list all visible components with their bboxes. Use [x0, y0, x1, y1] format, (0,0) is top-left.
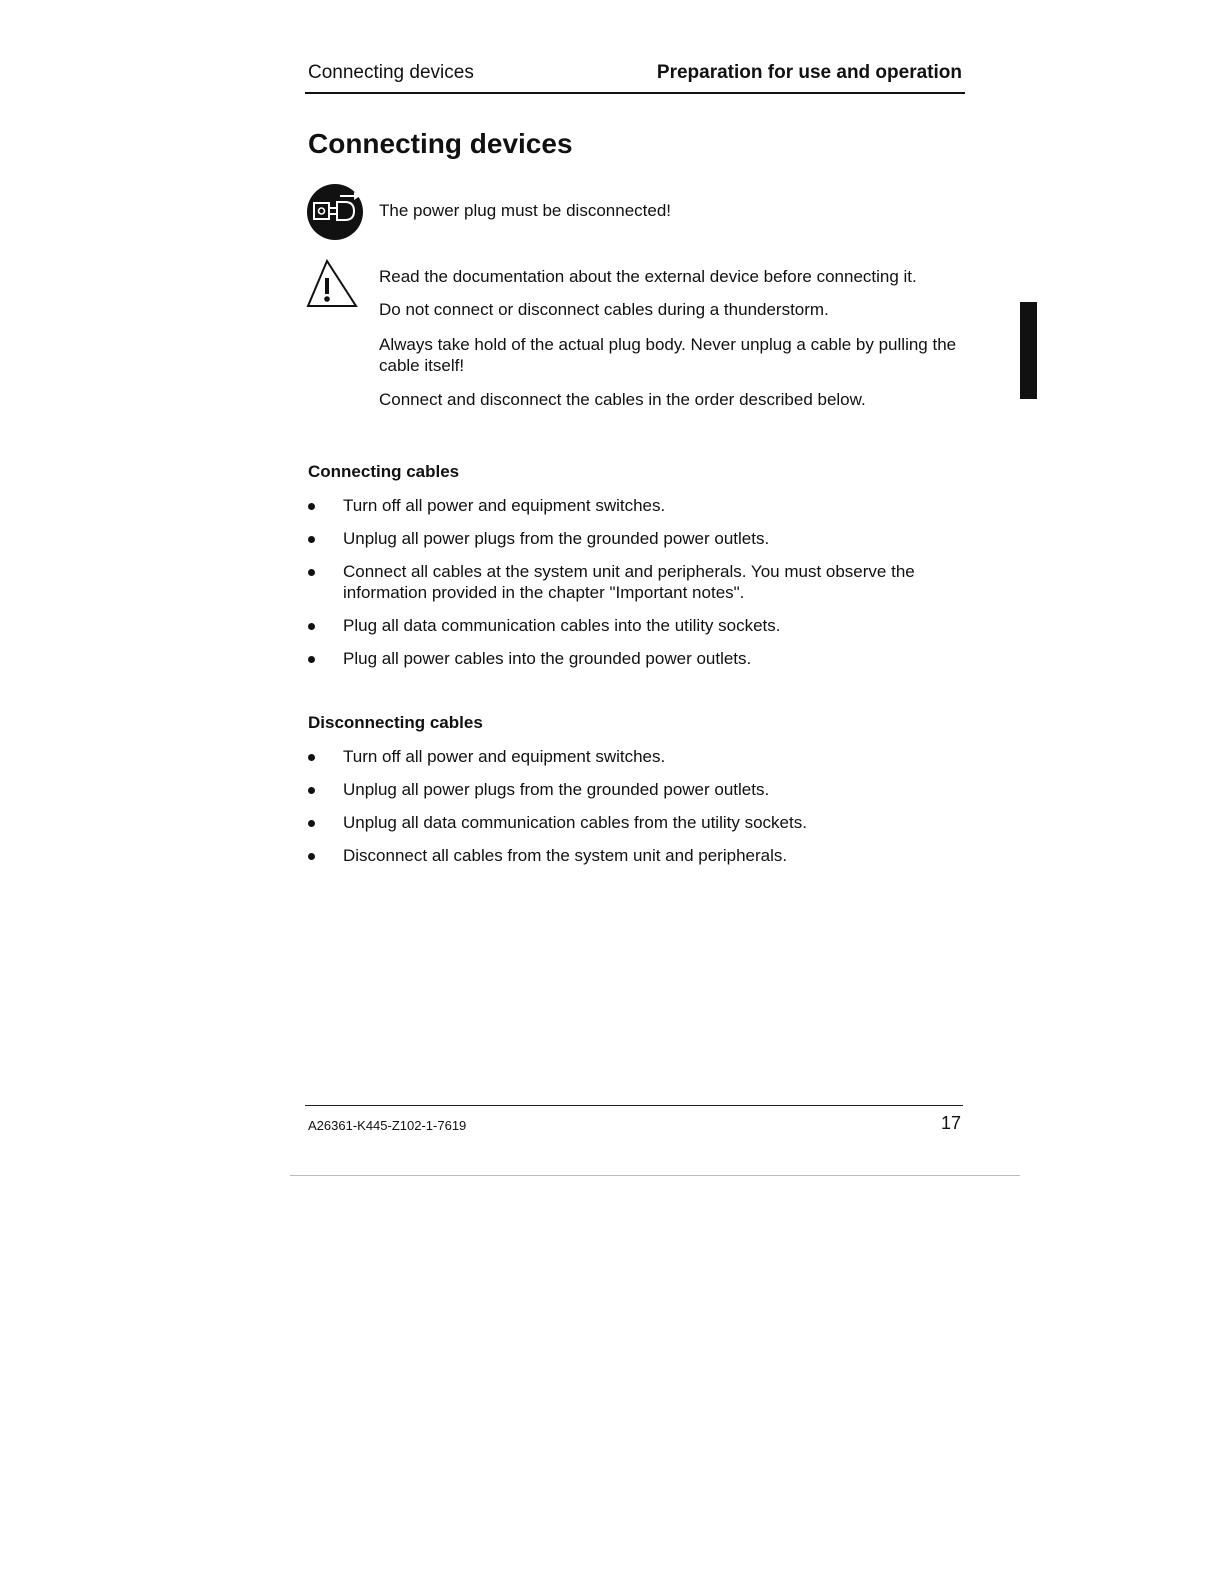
list-item: Plug all data communication cables into the utility sockets.: [305, 615, 965, 636]
bullet-icon: [308, 503, 315, 510]
warning-text-1: Read the documentation about the external device before connecting it.: [379, 267, 917, 286]
list-item: Connect all cables at the system unit and peripherals. You must observe the information provided in the chapter "Important notes".: [305, 561, 963, 603]
bullet-icon: [308, 754, 315, 761]
running-header-chapter: Preparation for use and operation: [656, 62, 962, 83]
disconnecting-cables-list: [305, 746, 965, 878]
bullet-icon: [308, 787, 315, 794]
running-header-section: Connecting devices: [308, 62, 474, 83]
bullet-icon: [308, 536, 315, 543]
chapter-thumb-tab: [1020, 302, 1037, 399]
list-item: Plug all power cables into the grounded power outlets.: [305, 648, 965, 669]
connecting-cables-list: [305, 495, 965, 681]
bullet-icon: [308, 820, 315, 827]
bullet-icon: [308, 623, 315, 630]
bullet-icon: [308, 656, 315, 663]
footer-rule: [305, 1105, 963, 1106]
list-item: Disconnect all cables from the system unit and peripherals.: [305, 845, 965, 866]
warning-text-4: Connect and disconnect the cables in the order described below.: [379, 390, 866, 409]
connecting-cables-heading: Connecting cables: [308, 462, 460, 481]
disconnecting-cables-heading: Disconnecting cables: [308, 713, 483, 732]
list-item: Unplug all power plugs from the grounded power outlets.: [305, 528, 965, 549]
power-plug-disconnect-icon: [307, 184, 363, 240]
list-item: Unplug all power plugs from the grounded power outlets.: [305, 779, 965, 800]
scan-edge-line: [290, 1175, 1020, 1176]
list-item: Unplug all data communication cables from the utility sockets.: [305, 812, 965, 833]
list-item: Turn off all power and equipment switches.: [305, 495, 965, 516]
warning-text-3: Always take hold of the actual plug body. Never unplug a cable by pulling the cable itself!: [379, 335, 957, 375]
power-plug-note: The power plug must be disconnected!: [379, 201, 672, 220]
page-number: 17: [940, 1113, 961, 1133]
bullet-icon: [308, 569, 315, 576]
page-title: Connecting devices: [308, 128, 573, 159]
warning-triangle-icon: [305, 258, 359, 312]
header-rule: [305, 92, 965, 94]
warning-text-2: Do not connect or disconnect cables during a thunderstorm.: [379, 300, 829, 319]
list-item: Turn off all power and equipment switches.: [305, 746, 965, 767]
bullet-icon: [308, 853, 315, 860]
document-code: A26361-K445-Z102-1-7619: [308, 1118, 467, 1133]
